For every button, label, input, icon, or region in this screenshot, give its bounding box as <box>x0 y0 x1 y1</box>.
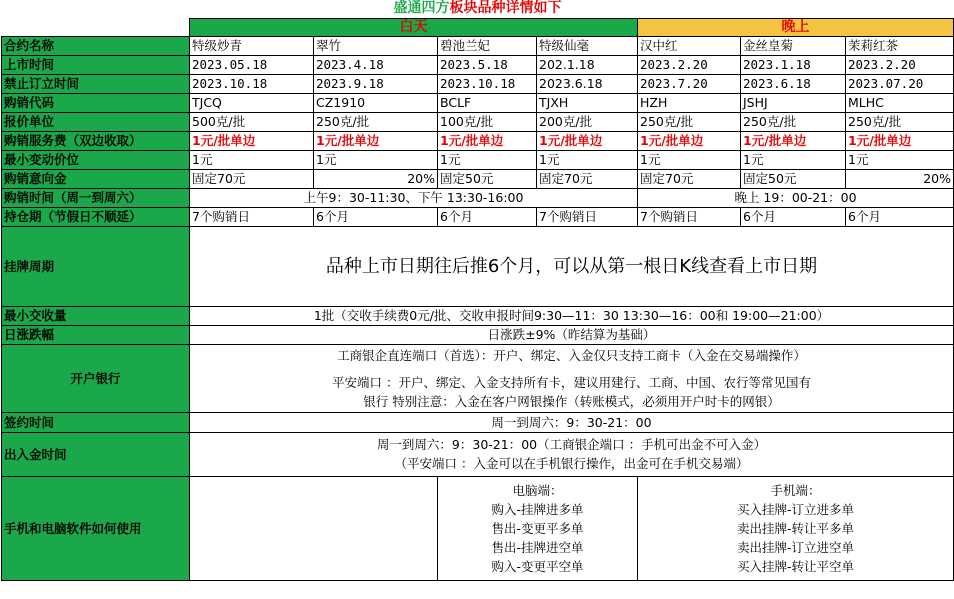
row-service-fee <box>2 131 954 150</box>
row-howto <box>2 476 954 580</box>
pc-line: 售出-挂牌进空单 <box>491 539 584 555</box>
product-name: 汉中红 <box>638 36 741 55</box>
product-name: 茉莉红茶 <box>846 36 954 55</box>
pc-title: 电脑端： <box>512 482 563 498</box>
min-tick: 1元 <box>846 150 954 169</box>
row-trading-time <box>2 188 954 207</box>
min-tick: 1元 <box>438 150 537 169</box>
row-bank <box>2 344 954 412</box>
service-fee: 1元/批单边 <box>438 131 537 150</box>
min-tick: 1元 <box>638 150 741 169</box>
stop-date: 2023.6.18 <box>741 74 846 93</box>
title-row <box>2 0 954 18</box>
session-spacer <box>2 18 190 36</box>
bank-line: 银行 特别注意：入金在客户网银操作（转账模式，必须用开户时卡的网银） <box>363 393 780 409</box>
product-code: JSHJ <box>741 93 846 112</box>
mobile-instructions <box>638 476 954 580</box>
product-name: 特级仙毫 <box>537 36 638 55</box>
label-howto: 手机和电脑软件如何使用 <box>2 476 190 580</box>
label-min-tick: 最小变动价位 <box>2 150 190 169</box>
listing-date: 2023.5.18 <box>438 55 537 74</box>
row-listing-cycle <box>2 226 954 306</box>
mobile-line: 卖出挂牌-订立进空单 <box>736 539 854 555</box>
row-min-tick <box>2 150 954 169</box>
listing-cycle-text: 品种上市日期往后推6个月，可以从第一根日K线查看上市日期 <box>190 226 954 306</box>
daily-limit-text: 日涨跌±9%（昨结算为基础） <box>190 325 954 344</box>
row-daily-limit <box>2 325 954 344</box>
session-day: 白天 <box>190 18 638 36</box>
pc-line: 购入-变更平空单 <box>491 558 584 574</box>
io-time-text <box>190 432 954 476</box>
row-sign-time <box>2 412 954 432</box>
row-code <box>2 93 954 112</box>
holding-period: 7个购销日 <box>638 207 741 226</box>
label-daily-limit: 日涨跌幅 <box>2 325 190 344</box>
row-stop-time <box>2 74 954 93</box>
label-contract-name: 合约名称 <box>2 36 190 55</box>
service-fee: 1元/批单边 <box>314 131 438 150</box>
label-quote-unit: 报价单位 <box>2 112 190 131</box>
row-quote-unit <box>2 112 954 131</box>
margin-value: 固定50元 <box>741 169 846 188</box>
label-listing-cycle: 挂牌周期 <box>2 226 190 306</box>
quote-unit: 200克/批 <box>537 112 638 131</box>
row-margin <box>2 169 954 188</box>
label-trading-time: 购销时间（周一到周六） <box>2 188 190 207</box>
margin-value: 固定50元 <box>438 169 537 188</box>
product-code: BCLF <box>438 93 537 112</box>
min-volume-text: 1批（交收手续费0元/批、交收申报时间9:30—11：30 13:30—16：00和 19:00—21:00） <box>190 306 954 325</box>
io-time-line: 周一到周六：9：30-21：00（工商银企端口 ：手机可出金不可入金） <box>376 437 767 452</box>
title-text: 板块品种详情如下 <box>449 0 562 17</box>
label-margin: 购销意向金 <box>2 169 190 188</box>
label-listing-time: 上市时间 <box>2 55 190 74</box>
quote-unit: 500克/批 <box>190 112 314 131</box>
quote-unit: 250克/批 <box>741 112 846 131</box>
listing-date: 2023.1.18 <box>741 55 846 74</box>
listing-date: 2023.05.18 <box>190 55 314 74</box>
stop-date: 2023.6.18 <box>537 74 638 93</box>
row-io-time <box>2 432 954 476</box>
row-holding-period <box>2 207 954 226</box>
row-min-volume <box>2 306 954 325</box>
label-bank: 开户银行 <box>2 344 190 412</box>
listing-date: 2023.4.18 <box>314 55 438 74</box>
quote-unit: 100克/批 <box>438 112 537 131</box>
label-holding-period: 持仓期（节假日不顺延） <box>2 207 190 226</box>
holding-period: 6个月 <box>438 207 537 226</box>
service-fee: 1元/批单边 <box>638 131 741 150</box>
product-name: 碧池兰妃 <box>438 36 537 55</box>
session-row <box>2 18 954 36</box>
stop-date: 2023.7.20 <box>638 74 741 93</box>
stop-date: 2023.9.18 <box>314 74 438 93</box>
quote-unit: 250克/批 <box>314 112 438 131</box>
margin-percent: 20% <box>314 169 438 188</box>
service-fee: 1元/批单边 <box>190 131 314 150</box>
bank-line: 平安端口 ：开户、绑定、入金支持所有卡，建议用建行、工商、中国、农行等常见国有 <box>332 374 811 390</box>
trading-time-day: 上午9：30-11:30、下午 13:30-16:00 <box>190 188 638 207</box>
sign-time-text: 周一到周六：9：30-21：00 <box>190 412 954 432</box>
listing-date: 2023.2.20 <box>846 55 954 74</box>
mobile-line: 卖出挂牌-转让平多单 <box>736 520 854 536</box>
product-code: HZH <box>638 93 741 112</box>
service-fee: 1元/批单边 <box>741 131 846 150</box>
min-tick: 1元 <box>537 150 638 169</box>
min-tick: 1元 <box>190 150 314 169</box>
holding-period: 6个月 <box>846 207 954 226</box>
mobile-line: 买入挂牌-订立进多单 <box>736 501 854 517</box>
title-brand: 盛通四方 <box>393 0 450 17</box>
quote-unit: 250克/批 <box>638 112 741 131</box>
label-min-volume: 最小交收量 <box>2 306 190 325</box>
product-name: 金丝皇菊 <box>741 36 846 55</box>
holding-period: 6个月 <box>314 207 438 226</box>
howto-blank <box>190 476 438 580</box>
mobile-title: 手机端： <box>770 482 821 498</box>
pc-instructions <box>438 476 638 580</box>
row-listing-time <box>2 55 954 74</box>
product-code: CZ1910 <box>314 93 438 112</box>
holding-period: 7个购销日 <box>190 207 314 226</box>
product-code: TJXH <box>537 93 638 112</box>
product-name: 翠竹 <box>314 36 438 55</box>
product-name: 特级炒青 <box>190 36 314 55</box>
margin-percent: 20% <box>846 169 954 188</box>
margin-value: 固定70元 <box>190 169 314 188</box>
label-io-time: 出入金时间 <box>2 432 190 476</box>
holding-period: 7个购销日 <box>537 207 638 226</box>
io-time-line: （平安端口 ：入金可以在手机银行操作，出金可在手机交易端） <box>394 456 749 471</box>
bank-text <box>190 344 954 412</box>
trading-time-night: 晚上 19：00-21：00 <box>638 188 954 207</box>
label-code: 购销代码 <box>2 93 190 112</box>
listing-date: 202.1.18 <box>537 55 638 74</box>
mobile-line: 买入挂牌-转让平空单 <box>736 558 854 574</box>
product-table <box>1 0 954 581</box>
stop-date: 2023.07.20 <box>846 74 954 93</box>
holding-period: 6个月 <box>741 207 846 226</box>
product-code: MLHC <box>846 93 954 112</box>
bank-line: 工商银企直连端口（首选）：开户、绑定、入金仅只支持工商卡（入金在交易端操作） <box>337 347 806 363</box>
listing-date: 2023.2.20 <box>638 55 741 74</box>
label-service-fee: 购销服务费（双边收取） <box>2 131 190 150</box>
margin-value: 固定70元 <box>638 169 741 188</box>
service-fee: 1元/批单边 <box>537 131 638 150</box>
service-fee: 1元/批单边 <box>846 131 954 150</box>
quote-unit: 250克/批 <box>846 112 954 131</box>
page-title <box>2 0 954 18</box>
label-stop-order-time: 禁止订立时间 <box>2 74 190 93</box>
min-tick: 1元 <box>741 150 846 169</box>
pc-line: 购入-挂牌进多单 <box>491 501 584 517</box>
min-tick: 1元 <box>314 150 438 169</box>
stop-date: 2023.10.18 <box>190 74 314 93</box>
stop-date: 2023.10.18 <box>438 74 537 93</box>
label-sign-time: 签约时间 <box>2 412 190 432</box>
pc-line: 售出-变更平多单 <box>491 520 584 536</box>
row-contract-name <box>2 36 954 55</box>
product-code: TJCQ <box>190 93 314 112</box>
margin-value: 固定70元 <box>537 169 638 188</box>
session-night: 晚上 <box>638 18 954 36</box>
